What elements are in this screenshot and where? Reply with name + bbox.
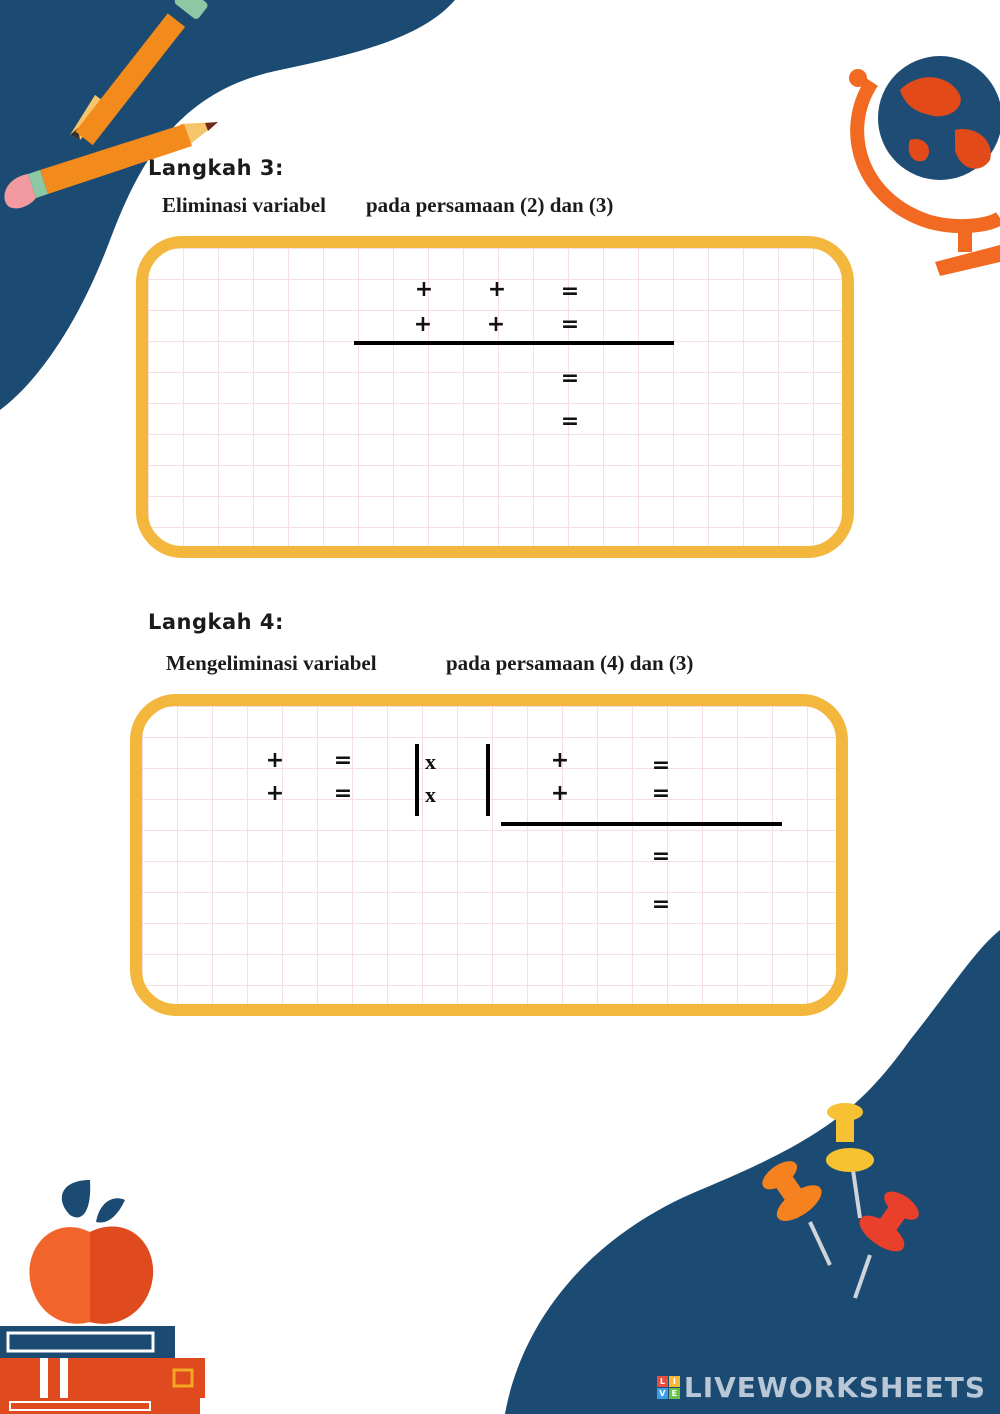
equals-sign: = [560, 312, 580, 337]
step4-instruction-part1: Mengeliminasi variabel [166, 651, 377, 675]
step3-heading: Langkah 3: [148, 156, 284, 180]
multiplier-bracket-right [486, 744, 490, 816]
plus-sign: + [487, 277, 507, 302]
watermark-text: LIVEWORKSHEETS [683, 1371, 986, 1404]
step4-work-box [130, 694, 848, 1016]
step4-heading: Langkah 4: [148, 610, 284, 634]
equals-sign: = [560, 279, 580, 304]
times-sign: x [425, 749, 436, 774]
apple-books-icon [0, 1180, 205, 1414]
equals-sign: = [651, 781, 671, 806]
globe-icon [849, 56, 1000, 276]
step3-instruction-part1: Eliminasi variabel [162, 193, 326, 217]
plus-sign: + [265, 748, 285, 773]
step3-instruction-part2: pada persamaan (2) dan (3) [366, 193, 614, 217]
liveworksheets-logo-icon: L I V E [657, 1376, 680, 1399]
equals-sign: = [651, 892, 671, 917]
times-sign: x [425, 782, 436, 807]
plus-sign: + [486, 312, 506, 337]
plus-sign: + [265, 781, 285, 806]
equals-sign: = [651, 753, 671, 778]
plus-sign: + [414, 277, 434, 302]
equals-sign: = [651, 844, 671, 869]
equals-sign: = [333, 748, 353, 773]
equals-sign: = [560, 409, 580, 434]
equals-sign: = [560, 366, 580, 391]
subtraction-line [354, 341, 674, 345]
plus-sign: + [550, 748, 570, 773]
step4-instruction-part2: pada persamaan (4) dan (3) [446, 651, 694, 675]
multiplier-bracket-left [415, 744, 419, 816]
equals-sign: = [333, 781, 353, 806]
plus-sign: + [413, 312, 433, 337]
liveworksheets-watermark [657, 1371, 986, 1404]
subtraction-line [501, 822, 782, 826]
plus-sign: + [550, 781, 570, 806]
